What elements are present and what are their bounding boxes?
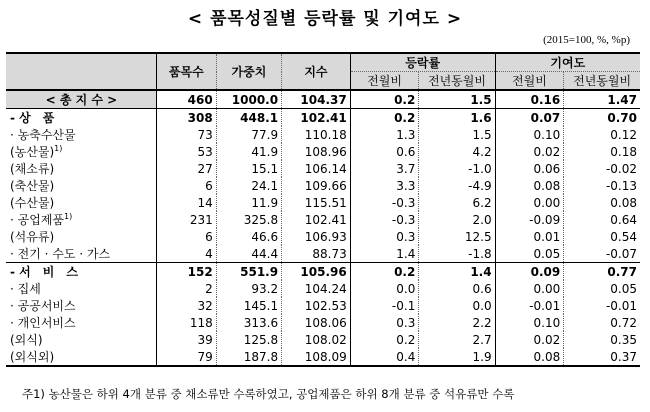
change-mom-cell: 0.2 xyxy=(350,109,419,127)
contribution-yoy-cell: 0.70 xyxy=(564,109,640,127)
header-index: 지수 xyxy=(282,53,351,90)
count-cell: 73 xyxy=(156,126,216,143)
footnote-marker: 1) xyxy=(64,212,73,221)
contribution-mom-cell: 0.01 xyxy=(495,228,564,245)
weight-cell: 46.6 xyxy=(216,228,281,245)
weight-cell: 145.1 xyxy=(216,297,281,314)
count-cell: 27 xyxy=(156,160,216,177)
contribution-yoy-cell: 0.35 xyxy=(564,331,640,348)
change-yoy-cell: 1.9 xyxy=(419,348,495,366)
count-cell: 32 xyxy=(156,297,216,314)
change-mom-cell: 0.3 xyxy=(350,314,419,331)
contribution-yoy-cell: 0.64 xyxy=(564,211,640,228)
row-label: (석유류) xyxy=(10,230,55,244)
contribution-mom-cell: 0.00 xyxy=(495,194,564,211)
contribution-yoy-cell: 0.37 xyxy=(564,348,640,366)
weight-cell: 325.8 xyxy=(216,211,281,228)
count-cell: 14 xyxy=(156,194,216,211)
change-yoy-cell: -4.9 xyxy=(419,177,495,194)
contribution-yoy-cell: 0.18 xyxy=(564,143,640,160)
header-weight: 가중치 xyxy=(216,53,281,90)
change-yoy-cell: 2.0 xyxy=(419,211,495,228)
change-yoy-cell: 4.2 xyxy=(419,143,495,160)
contribution-yoy-cell: 1.47 xyxy=(564,90,640,109)
index-cell: 105.96 xyxy=(282,263,351,281)
row-label: (농산물) xyxy=(10,145,55,159)
header-contribution-yoy: 전년동월비 xyxy=(564,72,640,91)
header-change-yoy: 전년동월비 xyxy=(419,72,495,91)
row-label: < 총 지 수 > xyxy=(45,93,118,107)
row-label: (축산물) xyxy=(10,179,55,193)
row-label: (외식외) xyxy=(10,350,55,364)
index-cell: 102.41 xyxy=(282,211,351,228)
change-mom-cell: 0.2 xyxy=(350,331,419,348)
header-contribution: 기여도 xyxy=(495,53,640,72)
change-yoy-cell: 1.4 xyxy=(419,263,495,281)
change-yoy-cell: 0.0 xyxy=(419,297,495,314)
change-mom-cell: 0.4 xyxy=(350,348,419,366)
header-count: 품목수 xyxy=(156,53,216,90)
row-label-cell xyxy=(6,126,156,143)
table-row xyxy=(6,194,640,211)
weight-cell: 93.2 xyxy=(216,280,281,297)
change-mom-cell: 0.3 xyxy=(350,228,419,245)
page-title: < 품목성질별 등락률 및 기여도 > xyxy=(187,9,463,29)
row-label: (채소류) xyxy=(10,162,55,176)
weight-cell: 44.4 xyxy=(216,245,281,263)
index-cell: 102.41 xyxy=(282,109,351,127)
row-label-cell xyxy=(6,194,156,211)
index-cell: 88.73 xyxy=(282,245,351,263)
change-mom-cell: 0.6 xyxy=(350,143,419,160)
change-mom-cell: -0.3 xyxy=(350,194,419,211)
change-yoy-cell: 12.5 xyxy=(419,228,495,245)
count-cell: 152 xyxy=(156,263,216,281)
count-cell: 308 xyxy=(156,109,216,127)
row-label: - 상 품 xyxy=(10,111,55,125)
change-yoy-cell: -1.0 xyxy=(419,160,495,177)
table-row xyxy=(6,211,640,228)
count-cell: 460 xyxy=(156,90,216,109)
count-cell: 53 xyxy=(156,143,216,160)
contribution-mom-cell: -0.01 xyxy=(495,297,564,314)
row-label: · 개인서비스 xyxy=(10,316,76,330)
row-label: · 공공서비스 xyxy=(10,299,76,313)
row-label-cell xyxy=(6,211,156,228)
weight-cell: 125.8 xyxy=(216,331,281,348)
contribution-yoy-cell: 0.12 xyxy=(564,126,640,143)
contribution-yoy-cell: -0.01 xyxy=(564,297,640,314)
change-mom-cell: -0.1 xyxy=(350,297,419,314)
contribution-mom-cell: 0.00 xyxy=(495,280,564,297)
contribution-yoy-cell: -0.02 xyxy=(564,160,640,177)
change-mom-cell: 0.2 xyxy=(350,90,419,109)
index-cell: 104.37 xyxy=(282,90,351,109)
footnote: 주1) 농산물은 하위 4개 분류 중 채소류만 수록하였고, 공업제품은 하위 8개 분류 중 석유류만 수록 xyxy=(22,387,515,401)
count-cell: 39 xyxy=(156,331,216,348)
row-label-cell xyxy=(6,331,156,348)
contribution-mom-cell: 0.05 xyxy=(495,245,564,263)
contribution-mom-cell: 0.09 xyxy=(495,263,564,281)
table-row xyxy=(6,90,640,109)
weight-cell: 77.9 xyxy=(216,126,281,143)
change-mom-cell: 1.4 xyxy=(350,245,419,263)
row-label-cell xyxy=(6,143,156,160)
row-label-cell xyxy=(6,348,156,366)
table-row xyxy=(6,314,640,331)
contribution-mom-cell: -0.09 xyxy=(495,211,564,228)
contribution-mom-cell: 0.07 xyxy=(495,109,564,127)
table-row xyxy=(6,263,640,281)
row-label-cell xyxy=(6,90,156,109)
change-mom-cell: 3.7 xyxy=(350,160,419,177)
weight-cell: 187.8 xyxy=(216,348,281,366)
table-row xyxy=(6,160,640,177)
table-row xyxy=(6,280,640,297)
index-cell: 108.06 xyxy=(282,314,351,331)
contribution-mom-cell: 0.10 xyxy=(495,126,564,143)
change-mom-cell: 0.0 xyxy=(350,280,419,297)
table-row xyxy=(6,143,640,160)
count-cell: 2 xyxy=(156,280,216,297)
table-row xyxy=(6,126,640,143)
row-label: (외식) xyxy=(10,333,43,347)
row-label: - 서 비 스 xyxy=(10,265,78,279)
header-change-mom: 전월비 xyxy=(350,72,419,91)
row-label: · 집세 xyxy=(10,282,41,296)
contribution-yoy-cell: 0.08 xyxy=(564,194,640,211)
weight-cell: 313.6 xyxy=(216,314,281,331)
contribution-yoy-cell: -0.13 xyxy=(564,177,640,194)
contribution-mom-cell: 0.08 xyxy=(495,348,564,366)
contribution-mom-cell: 0.02 xyxy=(495,331,564,348)
index-cell: 102.53 xyxy=(282,297,351,314)
row-label-cell xyxy=(6,314,156,331)
change-yoy-cell: 2.2 xyxy=(419,314,495,331)
contribution-yoy-cell: -0.07 xyxy=(564,245,640,263)
table-row xyxy=(6,331,640,348)
change-yoy-cell: 2.7 xyxy=(419,331,495,348)
row-label: · 전기 · 수도 · 가스 xyxy=(10,247,111,261)
weight-cell: 1000.0 xyxy=(216,90,281,109)
table-row xyxy=(6,109,640,127)
change-mom-cell: -0.3 xyxy=(350,211,419,228)
contribution-mom-cell: 0.02 xyxy=(495,143,564,160)
row-label-cell xyxy=(6,280,156,297)
weight-cell: 448.1 xyxy=(216,109,281,127)
weight-cell: 15.1 xyxy=(216,160,281,177)
contribution-yoy-cell: 0.54 xyxy=(564,228,640,245)
count-cell: 118 xyxy=(156,314,216,331)
header-contribution-mom: 전월비 xyxy=(495,72,564,91)
index-cell: 115.51 xyxy=(282,194,351,211)
contribution-yoy-cell: 0.77 xyxy=(564,263,640,281)
row-label: · 공업제품 xyxy=(10,213,64,227)
index-cell: 108.02 xyxy=(282,331,351,348)
table-row xyxy=(6,348,640,366)
change-yoy-cell: 1.5 xyxy=(419,126,495,143)
contribution-mom-cell: 0.08 xyxy=(495,177,564,194)
contribution-mom-cell: 0.10 xyxy=(495,314,564,331)
index-cell: 108.09 xyxy=(282,348,351,366)
count-cell: 231 xyxy=(156,211,216,228)
change-yoy-cell: 0.6 xyxy=(419,280,495,297)
change-mom-cell: 0.2 xyxy=(350,263,419,281)
table-row xyxy=(6,245,640,263)
footnote-marker: 1) xyxy=(54,144,63,153)
contribution-yoy-cell: 0.05 xyxy=(564,280,640,297)
contribution-mom-cell: 0.16 xyxy=(495,90,564,109)
change-yoy-cell: -1.8 xyxy=(419,245,495,263)
weight-cell: 41.9 xyxy=(216,143,281,160)
change-mom-cell: 3.3 xyxy=(350,177,419,194)
row-label-cell xyxy=(6,177,156,194)
index-cell: 110.18 xyxy=(282,126,351,143)
index-cell: 108.96 xyxy=(282,143,351,160)
change-yoy-cell: 6.2 xyxy=(419,194,495,211)
header-change: 등락률 xyxy=(350,53,495,72)
row-label: · 농축수산물 xyxy=(10,128,76,142)
table-row xyxy=(6,228,640,245)
weight-cell: 551.9 xyxy=(216,263,281,281)
change-mom-cell: 1.3 xyxy=(350,126,419,143)
row-label-cell xyxy=(6,228,156,245)
weight-cell: 24.1 xyxy=(216,177,281,194)
row-label-cell xyxy=(6,297,156,314)
contribution-mom-cell: 0.06 xyxy=(495,160,564,177)
header-blank xyxy=(6,53,156,90)
change-yoy-cell: 1.6 xyxy=(419,109,495,127)
price-table xyxy=(6,52,640,367)
count-cell: 4 xyxy=(156,245,216,263)
index-cell: 106.14 xyxy=(282,160,351,177)
index-cell: 109.66 xyxy=(282,177,351,194)
row-label-cell xyxy=(6,245,156,263)
unit-note: (2015=100, %, %p) xyxy=(543,34,630,46)
table-row xyxy=(6,177,640,194)
index-cell: 106.93 xyxy=(282,228,351,245)
count-cell: 6 xyxy=(156,177,216,194)
row-label-cell xyxy=(6,109,156,127)
change-yoy-cell: 1.5 xyxy=(419,90,495,109)
row-label-cell xyxy=(6,263,156,281)
index-cell: 104.24 xyxy=(282,280,351,297)
row-label: (수산물) xyxy=(10,196,55,210)
contribution-yoy-cell: 0.72 xyxy=(564,314,640,331)
count-cell: 79 xyxy=(156,348,216,366)
count-cell: 6 xyxy=(156,228,216,245)
table-row xyxy=(6,297,640,314)
row-label-cell xyxy=(6,160,156,177)
weight-cell: 11.9 xyxy=(216,194,281,211)
